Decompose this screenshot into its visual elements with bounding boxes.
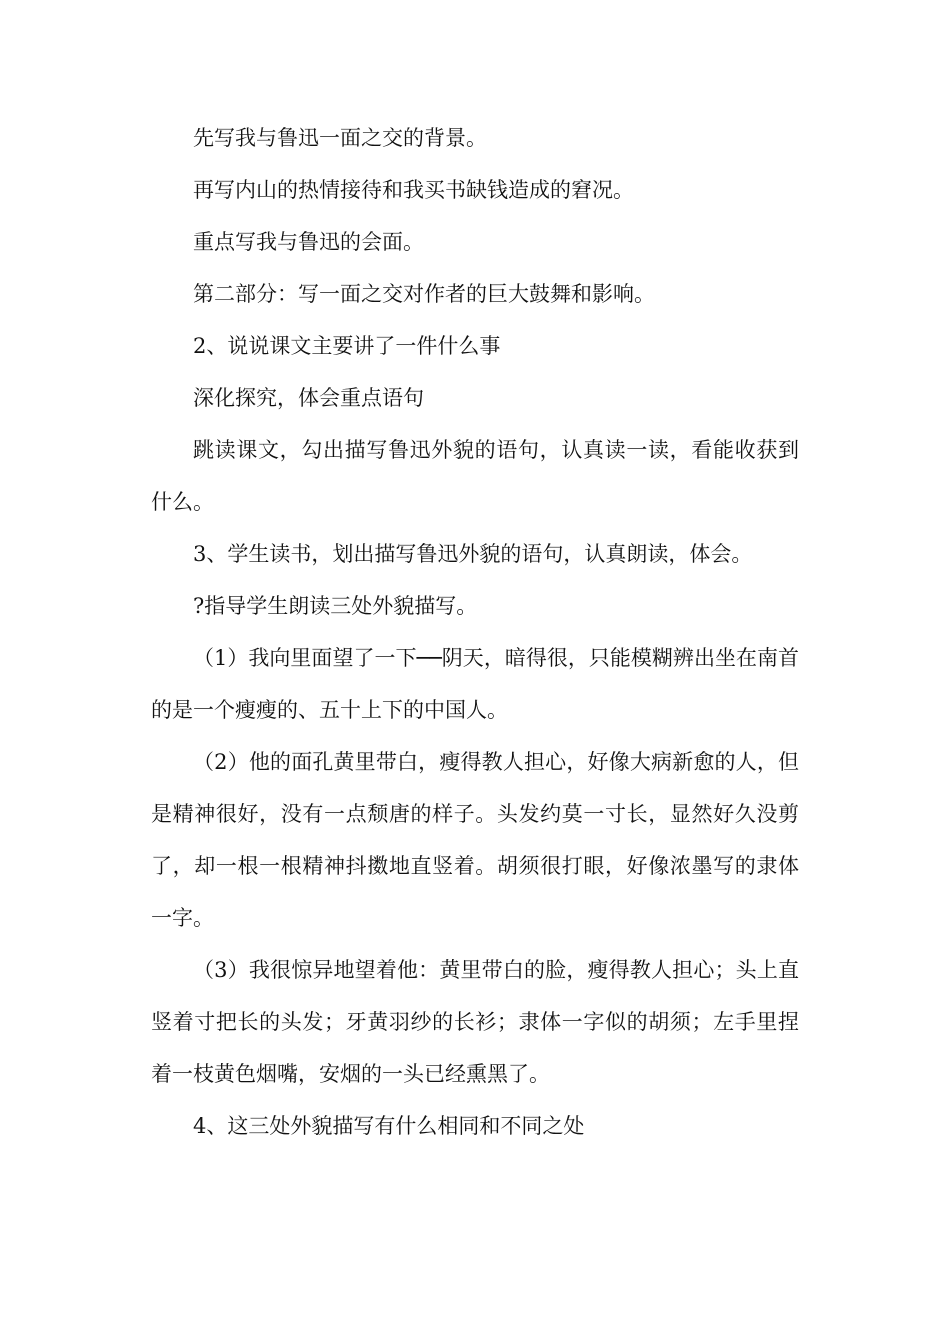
paragraph-quote-2: （2）他的面孔黄里带白，瘦得教人担心，好像大病新愈的人，但是精神很好，没有一点颓唐的样子。头发约莫一寸长，显然好久没剪了，却一根一根精神抖擞地直竖着。胡须很打眼，好像浓墨写的隶体一字。 [151,750,799,930]
paragraph-skim-reading: 跳读课文，勾出描写鲁迅外貌的语句，认真读一读，看能收获到什么。 [151,438,799,514]
document-body [151,112,799,1152]
paragraph-part-two: 第二部分：写一面之交对作者的巨大鼓舞和影响。 [193,282,655,306]
paragraph-quote-3: （3）我很惊异地望着他：黄里带白的脸，瘦得教人担心；头上直竖着寸把长的头发；牙黄羽纱的长衫；隶体一字似的胡须；左手里捏着一枝黄色烟嘴，安烟的一头已经熏黑了。 [151,958,799,1086]
paragraph-deepen: 深化探究，体会重点语句 [193,386,424,410]
paragraph-question-4: 4、这三处外貌描写有什么相同和不同之处 [193,1114,585,1138]
paragraph-background: 先写我与鲁迅一面之交的背景。 [193,126,487,150]
paragraph-quote-1: （1）我向里面望了一下──阴天，暗得很，只能模糊辨出坐在南首的是一个瘦瘦的、五十上下的中国人。 [151,646,799,722]
paragraph-guide-reading: ?指导学生朗读三处外貌描写。 [193,594,478,618]
paragraph-meeting: 重点写我与鲁迅的会面。 [193,230,424,254]
paragraph-question-3: 3、学生读书，划出描写鲁迅外貌的语句，认真朗读，体会。 [193,542,753,566]
paragraph-uchiyama: 再写内山的热情接待和我买书缺钱造成的窘况。 [193,178,634,202]
paragraph-question-2: 2、说说课文主要讲了一件什么事 [193,334,501,358]
